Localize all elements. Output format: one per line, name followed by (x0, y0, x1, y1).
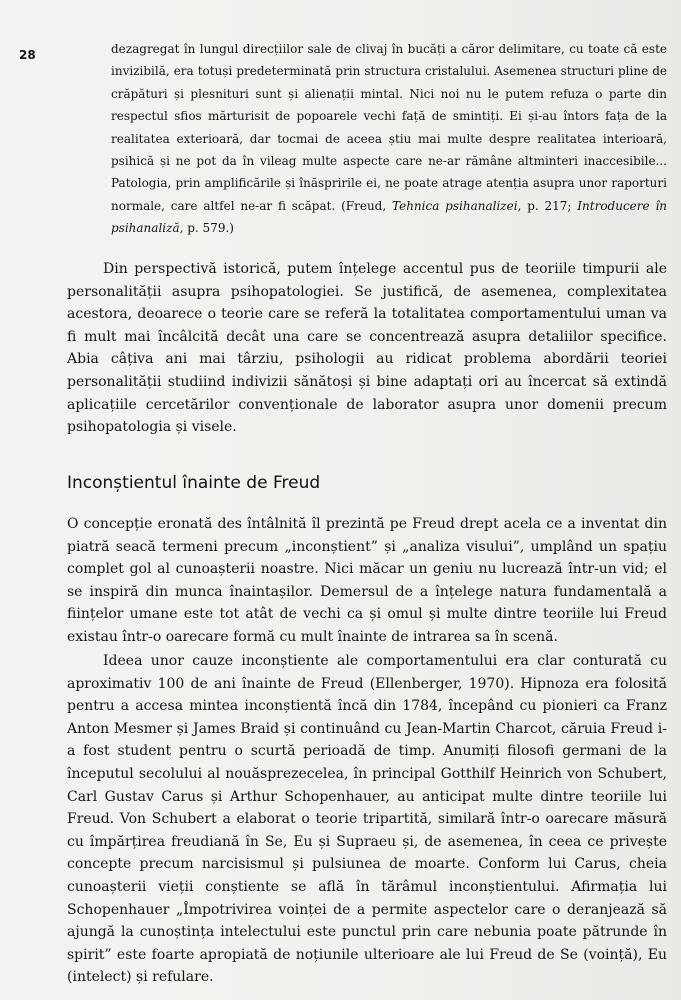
citation-suffix: , p. 579.) (179, 221, 234, 236)
page-number: 28 (19, 48, 36, 62)
paragraph-1 (67, 258, 667, 439)
citation-prefix: (Freud, (341, 198, 393, 213)
paragraph-3-text: Ideea unor cauze inconștiente ale comportamentului era clar conturată cu aproximativ 100 de ani înainte de Freud (Ellenberger, 1970). Hipnoza era folosită pentru a accesa mintea inconștientă încă din 1784, începând cu pionieri ca Franz Anton Mesmer și James Braid și continuând cu Jean-Martin Charcot, căruia Freud i-a fost student pentru o scurtă perioadă de timp. Anumiți filosofi germani de la începutul secolului al nouăsprezecelea, în principal Gotthilf Heinrich von Schubert, Carl Gustav Carus și Arthur Schopenhauer, au anticipat multe dintre teoriile lui Freud. Von Schubert a elaborat o teorie tripartită, similară într-o oarecare măsură cu împărțirea freudiană în Se, Eu și Supraeu și, de asemenea, în ceea ce privește concepte precum narcisismul și pulsiunea de moarte. Conform lui Carus, cheia cunoașterii vieții conștiente se află în tărâmul inconștientului. Afirmația lui Schopenhauer „Împotrivirea voinței de a permite aspectelor care o deranjează să ajungă la cunoștința intelectului este punctul prin care nebunia poate pătrunde în spirit” este foarte apropiată de noțiunile ulterioare ale lui Freud de Se (voință), Eu (intelect) și refulare. (67, 653, 667, 986)
paragraph-2 (67, 513, 667, 649)
paragraph-2-text: O concepție eronată des întâlnită îl prezintă pe Freud drept acela ce a inventat din piatră seacă termeni precum „inconștient” și „analiza visului”, umplând un spațiu complet gol al cunoașterii noastre. Nici măcar un geniu nu lucrează într-un vid; el se inspiră din munca înaintașilor. Demersul de a înțelege natura fundamentală a ființelor umane este tot atât de vechi ca și omul și multe dintre teoriile lui Freud existau într-o oarecare formă cu mult înainte de intrarea sa în scenă. (67, 516, 667, 645)
citation-mid: , p. 217; (517, 198, 578, 213)
block-quote (111, 38, 667, 240)
paragraph-1-text: Din perspectivă istorică, putem înțelege accentul pus de teoriile timpurii ale personalității asupra psihopatologiei. Se justifică, de asemenea, complexitatea acestora, deoarece o teorie care se referă la totalitatea comportamentului uman va fi mult mai încâlcită decât una care se concentrează asupra detaliilor specifice. Abia câțiva ani mai târziu, psihologii au ridicat problema abordării teoriei personalității studiind indivizii sănătoși și bine adaptați ori au încercat să extindă aplicațiile cercetărilor convenționale de laborator asupra unor domenii precum psihopatologia și visele. (67, 261, 667, 436)
section-heading: Inconștientul înainte de Freud (67, 473, 321, 493)
quote-text: dezagregat în lungul direcțiilor sale de clivaj în bucăți a căror delimitare, cu toate că este invizibilă, era totuși predeterminată prin structura cristalului. Asemenea structuri pline de crăpături și plesnituri sunt și alienații mintal. Nici noi nu le putem refuza o parte din respectul sfios mărturisit de popoarele vechi față de smintiți. Ei și-au întors fața de la realitatea exterioară, dar tocmai de aceea știu mai multe despre realitatea interioară, psihică și ne pot da în vileag multe aspecte care ne-ar rămâne altminteri inaccesibile... Patologia, prin amplificările și înăspririle ei, ne poate atrage atenția asupra unor raporturi normale, care altfel ne-ar fi scăpat. (111, 42, 667, 213)
citation-work-1: Tehnica psihanalizei (392, 198, 518, 213)
citation-work-2: Introducere în psihanaliză (111, 198, 668, 236)
paragraph-3 (67, 650, 667, 989)
quote-paragraph (111, 38, 667, 240)
